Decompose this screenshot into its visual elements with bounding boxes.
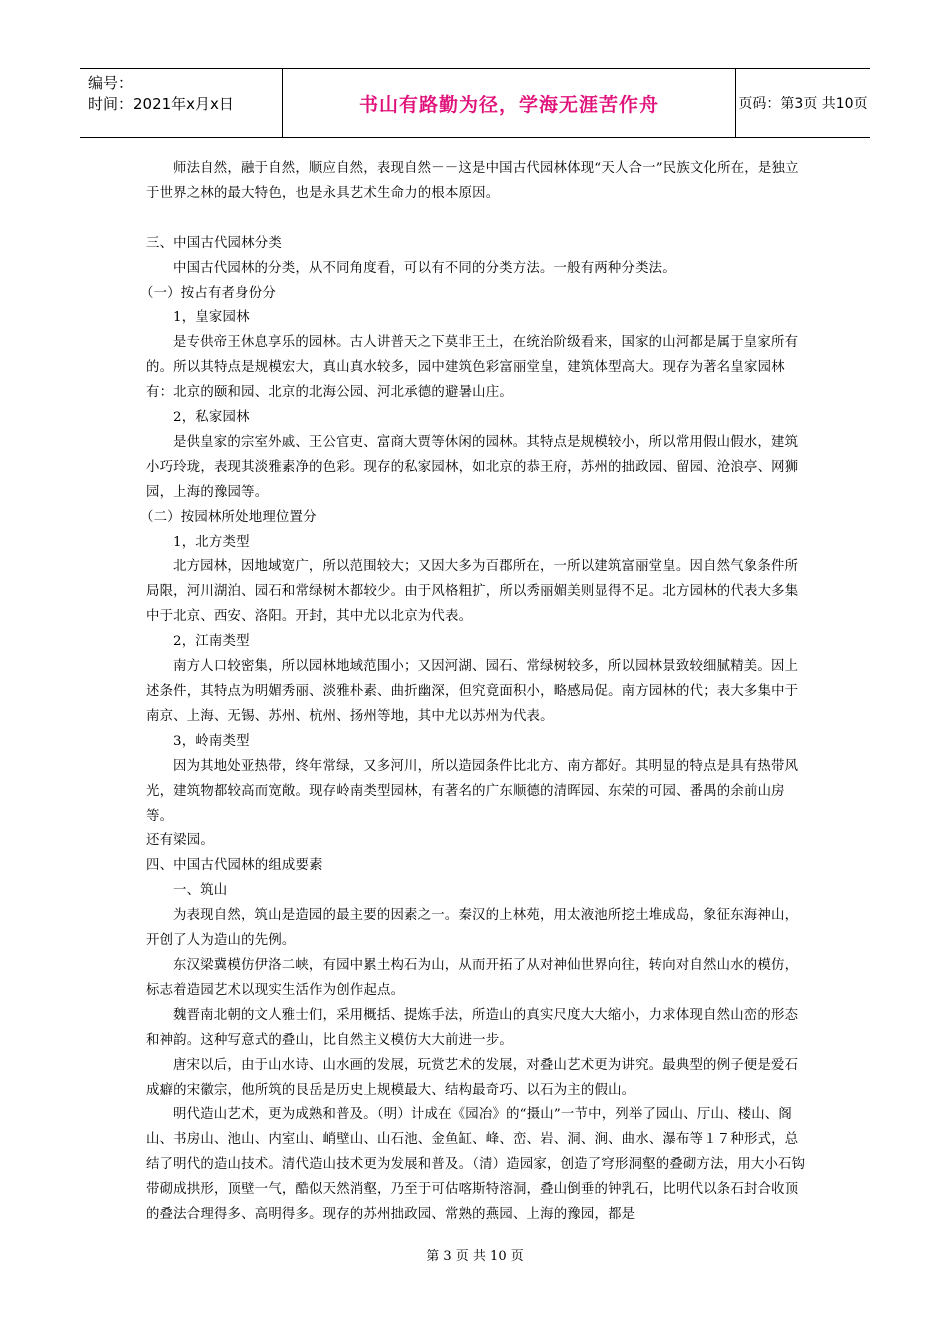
paragraph: 明代造山艺术，更为成熟和普及。（明）计成在《园冶》的“摄山”一节中，列举了园山、厅山、楼山、阁山、书房山、池山、内室山、峭壁山、山石池、金鱼缸、峰、峦、岩、洞、涧、曲水、瀑布等１７种形式，总结了明代的造山技术。清代造山技术更为发展和普及。（清）造园家，创造了穹形洞壑的叠砌方法，用大小石钩带砌成拱形，顶壁一气，酷似天然消壑，乃至于可估喀斯特溶洞，叠山倒垂的钟乳石，比明代以条石封合收顶的叠法合理得多、高明得多。现存的苏州拙政园、常熟的燕园、上海的豫园，都是	[146, 1107, 806, 1223]
paragraph: （二）按园林所处地理位置分	[140, 509, 317, 525]
paragraph: 为表现自然，筑山是造园的最主要的因素之一。秦汉的上林苑，用太液池所挖土堆成岛，象征东海神山，开创了人为造山的先例。	[146, 908, 799, 949]
paragraph: 是供皇家的宗室外戚、王公官吏、富商大贾等休闲的园林。其特点是规模较小，所以常用假山假水，建筑小巧玲珑，表现其淡雅素净的色彩。现存的私家园林，如北京的恭王府，苏州的拙政园、留园、沧浪亭、网狮园，上海的豫园等。	[146, 434, 799, 500]
paragraph: 1，皇家园林	[173, 310, 250, 326]
page-header	[80, 68, 870, 138]
paragraph: 北方园林，因地域宽广，所以范围较大；又因大多为百郡所在，一所以建筑富丽堂皇。因自然气象条件所局限，河川湖泊、园石和常绿树木都较少。由于风格粗扩，所以秀丽媚美则显得不足。北方园林的代表大多集中于北京、西安、洛阳。开封，其中尤以北京为代表。	[146, 559, 799, 625]
paragraph: 一、筑山	[173, 883, 228, 899]
paragraph: 中国古代园林的分类，从不同角度看，可以有不同的分类方法。一般有两种分类法。	[173, 260, 676, 276]
page-info: 页码：第3页 共10页	[738, 96, 868, 112]
paragraph: 魏晋南北朝的文人雅士们，采用概括、提炼手法，所造山的真实尺度大大缩小，力求体现自然山峦的形态和神韵。这种写意式的叠山，比自然主义模仿大大前进一步。	[146, 1007, 799, 1048]
paragraph: 东汉梁冀模仿伊洛二峡，有园中累土构石为山，从而开拓了从对神仙世界向往，转向对自然山水的模仿，标志着造园艺术以现实生活作为创作起点。	[146, 957, 799, 998]
header-meta-cell	[80, 69, 283, 137]
motto-text: 书山有路勤为径，学海无涯苦作舟	[358, 93, 659, 116]
paragraph: 还有梁园。	[146, 833, 214, 849]
paragraph: 2，私家园林	[173, 410, 250, 426]
paragraph: 南方人口较密集，所以园林地域范围小；又因河湖、园石、常绿树较多，所以园林景致较细腻精美。因上述条件，其特点为明媚秀丽、淡雅朴素、曲折幽深，但究竟面积小，略感局促。南方园林的代；表大多集中于南京、上海、无锡、苏州、杭州、扬州等地，其中尤以苏州为代表。	[146, 659, 799, 724]
paragraph: 1，北方类型	[173, 534, 250, 550]
paragraph: 3，岭南类型	[173, 733, 250, 749]
header-page-cell	[736, 69, 870, 137]
page-footer: 第 3 页 共 10 页	[426, 1249, 524, 1264]
paragraph: 师法自然，融于自然，顺应自然，表现自然－－这是中国古代园林体现“天人合一”民族文化所在，是独立于世界之林的最大特色，也是永具艺术生命力的根本原因。	[146, 161, 799, 201]
paragraph: （一）按占有者身份分	[140, 285, 276, 301]
paragraph: 三、中国古代园林分类	[146, 235, 282, 251]
paragraph: 是专供帝王休息享乐的园林。古人讲普天之下莫非王土，在统治阶级看来，国家的山河都是属于皇家所有的。所以其特点是规模宏大，真山真水较多，园中建筑色彩富丽堂皇，建筑体型高大。现存为著名皇家园林有：北京的颐和园、北京的北海公园、河北承德的避暑山庄。	[146, 335, 799, 401]
paragraph: 2，江南类型	[173, 634, 250, 650]
header-motto-cell	[283, 69, 736, 137]
blank-line	[146, 207, 806, 232]
time-label: 时间：2021年x月x日	[88, 95, 234, 113]
paragraph: 四、中国古代园林的组成要素	[146, 858, 323, 874]
number-label: 编号：	[88, 74, 134, 92]
paragraph: 因为其地处亚热带，终年常绿，又多河川，所以造园条件比北方、南方都好。其明显的特点是具有热带风光，建筑物都较高而宽敞。现存岭南类型园林，有著名的广东顺德的清晖园、东荣的可园、番禺的余前山房等。	[146, 758, 799, 824]
document-body	[140, 157, 806, 1228]
paragraph: 唐宋以后，由于山水诗、山水画的发展，玩赏艺术的发展，对叠山艺术更为讲究。最典型的例子便是爱石成癖的宋徽宗，他所筑的艮岳是历史上规模最大、结构最奇巧、以石为主的假山。	[146, 1057, 799, 1098]
